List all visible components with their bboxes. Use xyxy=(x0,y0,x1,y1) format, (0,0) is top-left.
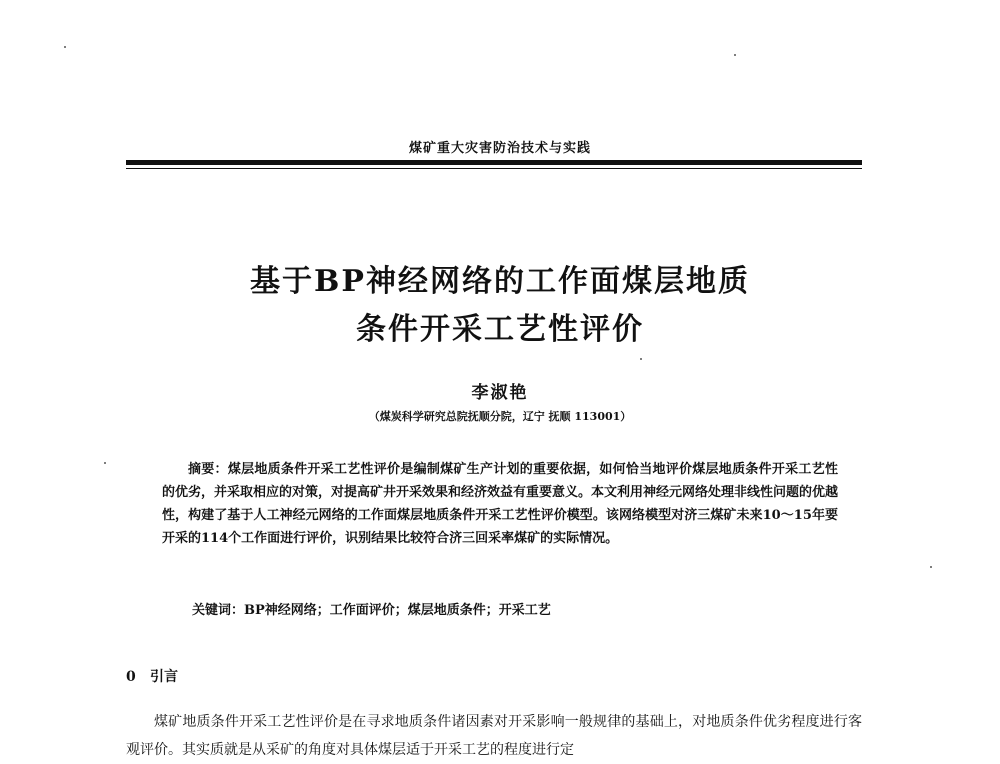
body-paragraph: 煤矿地质条件开采工艺性评价是在寻求地质条件诸因素对开采影响一般规律的基础上，对地质条件优劣程度进行客观评价。其实质就是从采矿的角度对具体煤层适于开采工艺的程度进行定 xyxy=(126,714,862,758)
scan-speck xyxy=(640,358,642,360)
section-number: 0 xyxy=(126,669,136,685)
section-heading xyxy=(126,666,178,686)
header-rule-thick xyxy=(126,160,862,165)
scan-speck xyxy=(64,46,66,48)
author-name: 李淑艳 xyxy=(471,383,529,403)
scan-speck xyxy=(104,462,106,464)
abstract xyxy=(162,458,838,550)
running-header: 煤矿重大灾害防治技术与实践 xyxy=(408,141,591,156)
abstract-label: 摘要： xyxy=(188,462,228,477)
keywords xyxy=(192,599,832,618)
title-line-1: 基于BP神经网络的工作面煤层地质 xyxy=(250,264,750,299)
abstract-text: 煤层地质条件开采工艺性评价是编制煤矿生产计划的重要依据，如何恰当地评价煤层地质条件开采工艺性的优劣，并采取相应的对策，对提高矿井开采效果和经济效益有重要意义。本文利用神经元网络处理非线性问题的优越性，构建了基于人工神经元网络的工作面煤层地质条件开采工艺性评价模型。该网络模型对济三煤矿未来10～15年要开采的114个工作面进行评价，识别结果比较符合济三回采率煤矿的实际情况。 xyxy=(162,462,839,546)
title-line-2: 条件开采工艺性评价 xyxy=(356,312,644,347)
header-rule-thin xyxy=(126,168,862,169)
section-title: 引言 xyxy=(150,669,178,685)
author-affiliation: （煤炭科学研究总院抚顺分院，辽宁 抚顺 113001） xyxy=(368,410,632,423)
scan-speck xyxy=(734,54,736,56)
keywords-text: BP神经网络；工作面评价；煤层地质条件；开采工艺 xyxy=(244,603,551,618)
scan-speck xyxy=(930,566,932,568)
article-title xyxy=(0,258,1000,354)
keywords-label: 关键词： xyxy=(192,603,245,618)
